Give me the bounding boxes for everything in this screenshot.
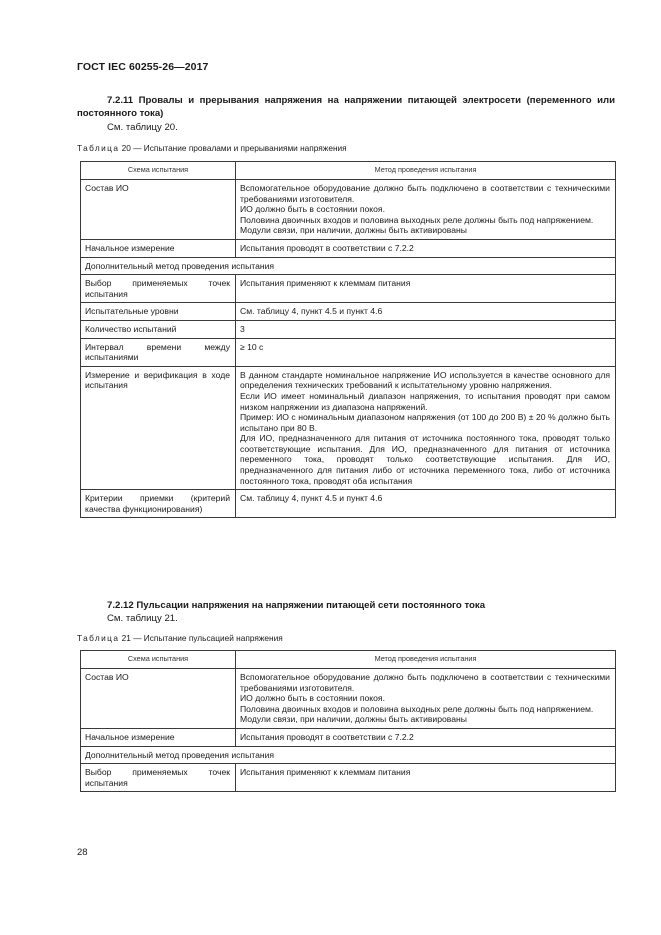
method-line: Испытания применяют к клеммам питания	[240, 278, 411, 289]
table-21-caption-label: Таблица	[77, 633, 120, 643]
table-21-caption	[77, 633, 283, 644]
table-row	[81, 366, 616, 490]
table-row	[81, 239, 616, 257]
table-cell-setup-item: Количество испытаний	[81, 320, 236, 338]
table-21	[80, 650, 616, 792]
table-cell-method	[236, 320, 616, 338]
table-row	[81, 338, 616, 366]
table-row	[81, 180, 616, 240]
table-cell-method	[236, 275, 616, 303]
method-line: Половина двоичных входов и половина выходных реле должны быть под напряжением.	[240, 703, 594, 714]
table-cell-setup-item: Выбор применяемых точек испытания	[81, 275, 236, 303]
table-cell-method	[236, 303, 616, 321]
table-cell-setup-item: Критерии приемки (критерий качества функционирования)	[81, 490, 236, 518]
table-row	[81, 746, 616, 764]
method-line: 3	[240, 323, 245, 334]
table-cell-setup-item: Начальное измерение	[81, 239, 236, 257]
table-cell-setup-item: Начальное измерение	[81, 728, 236, 746]
table-cell-setup-item: Состав ИО	[81, 180, 236, 240]
method-line: Испытания проводят в соответствии с 7.2.2	[240, 731, 414, 742]
table-row	[81, 728, 616, 746]
method-line: В данном стандарте номинальное напряжение ИО используется в качестве основного для определения технических требований к испытательному уровню напряжения.	[240, 369, 610, 391]
standard-designation: ГОСТ IEC 60255-26—2017	[77, 61, 209, 73]
column-header-test-setup: Схема испытания	[81, 162, 236, 180]
method-line: ≥ 10 с	[240, 341, 264, 352]
section-heading-7-2-11: 7.2.11 Провалы и прерывания напряжения на напряжении питающей электросети (переменного или постоянного тока)	[77, 95, 615, 119]
table-row	[81, 764, 616, 792]
method-line: Испытания применяют к клеммам питания	[240, 767, 411, 778]
table-row	[81, 320, 616, 338]
table-cell-method	[236, 490, 616, 518]
table-row	[81, 257, 616, 275]
method-line: Испытания проводят в соответствии с 7.2.2	[240, 242, 414, 253]
method-line: См. таблицу 4, пункт 4.5 и пункт 4.6	[240, 493, 383, 504]
column-header-test-method: Метод проведения испытания	[236, 651, 616, 669]
method-line: Модули связи, при наличии, должны быть активированы	[240, 714, 467, 725]
table-cell-method	[236, 180, 616, 240]
table-header-row	[81, 162, 616, 180]
table-row	[81, 669, 616, 729]
method-line: Пример: ИО с номинальным диапазоном напряжения (от 100 до 200 В) ± 20 % должно быть испытано при 80 В.	[240, 412, 610, 433]
table-cell-setup-item: Испытательные уровни	[81, 303, 236, 321]
table-cell-method	[236, 366, 616, 490]
method-line: ИО должно быть в состоянии покоя.	[240, 693, 385, 704]
table-cell-setup-item: Измерение и верификация в ходе испытания	[81, 366, 236, 490]
table-section-row-cell: Дополнительный метод проведения испытания	[81, 257, 616, 275]
section-heading-7-2-12: 7.2.12 Пульсации напряжения на напряжении питающей сети постоянного тока	[107, 600, 486, 611]
page-number: 28	[77, 847, 88, 858]
table-cell-method	[236, 669, 616, 729]
table-21-caption-text: 21 — Испытание пульсацией напряжения	[121, 633, 283, 643]
section-reference-7-2-11: См. таблицу 20.	[107, 122, 178, 133]
table-cell-method	[236, 239, 616, 257]
table-cell-setup-item: Интервал времени между испытаниями	[81, 338, 236, 366]
column-header-test-setup: Схема испытания	[81, 651, 236, 669]
method-line: Если ИО имеет номинальный диапазон напряжения, то испытания проводят при самом низком напряжении из диапазона напряжений.	[240, 390, 610, 412]
column-header-test-method: Метод проведения испытания	[236, 162, 616, 180]
method-line: Половина двоичных входов и половина выходных реле должны быть под напряжением.	[240, 214, 594, 225]
method-line: Для ИО, предназначенного для питания от источника постоянного тока, проводят только соответствующие испытания. Для ИО, предназначенного для питания от источника переменного тока, проводят только соответствующие испытания. Для ИО, предназначенного для питания либо от источника переменного тока, либо от источника постоянного тока, проводят оба испытания	[240, 433, 610, 486]
table-cell-setup-item: Состав ИО	[81, 669, 236, 729]
table-20-caption	[77, 143, 347, 154]
table-section-row-cell: Дополнительный метод проведения испытания	[81, 746, 616, 764]
method-line: Модули связи, при наличии, должны быть активированы	[240, 225, 467, 236]
table-cell-method	[236, 728, 616, 746]
table-header-row	[81, 651, 616, 669]
table-row	[81, 275, 616, 303]
method-line: ИО должно быть в состоянии покоя.	[240, 204, 385, 215]
table-row	[81, 490, 616, 518]
method-line: Вспомогательное оборудование должно быть подключено в соответствии с техническими требованиями изготовителя.	[240, 672, 610, 693]
section-reference-7-2-12: См. таблицу 21.	[107, 613, 178, 624]
method-line: См. таблицу 4, пункт 4.5 и пункт 4.6	[240, 306, 383, 317]
table-cell-setup-item: Выбор применяемых точек испытания	[81, 764, 236, 792]
table-20	[80, 161, 616, 518]
table-row	[81, 303, 616, 321]
table-20-caption-text: 20 — Испытание провалами и прерываниями напряжения	[121, 143, 347, 153]
table-20-caption-label: Таблица	[77, 143, 120, 153]
table-cell-method	[236, 764, 616, 792]
table-cell-method	[236, 338, 616, 366]
method-line: Вспомогательное оборудование должно быть подключено в соответствии с техническими требованиями изготовителя.	[240, 183, 610, 204]
